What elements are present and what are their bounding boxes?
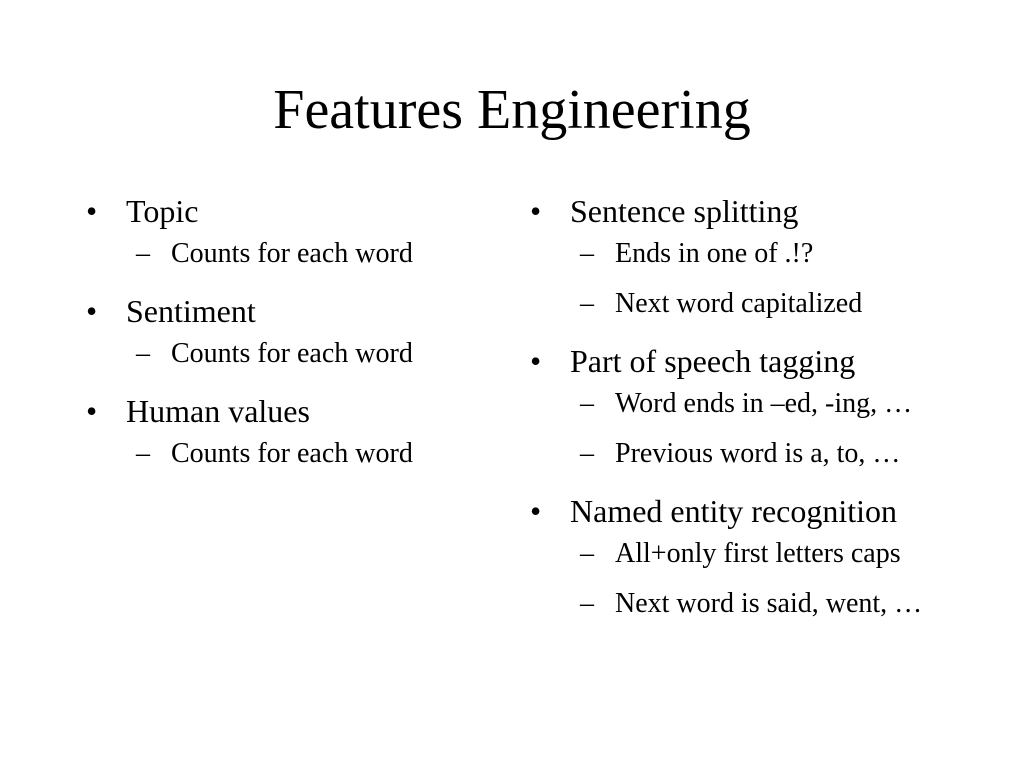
bullet-text: Topic [126,193,199,229]
sub-bullet-text: Next word capitalized [615,288,863,319]
sub-bullet-item [570,436,1010,480]
bullet-item [530,190,1010,330]
sub-bullet-item [570,386,1010,436]
sub-bullet-marker: – [580,438,594,469]
bullet-marker: • [530,343,542,379]
sub-bullet-text: Previous word is a, to, … [615,438,901,469]
sub-bullet-text: All+only first letters caps [615,538,901,569]
bullet-marker: • [86,393,98,429]
sub-bullet-text: Counts for each word [171,238,413,269]
sub-bullet-text: Next word is said, went, … [615,588,923,619]
sub-bullet-text: Ends in one of .!? [615,238,814,269]
sub-bullet-marker: – [136,238,150,269]
sub-bullet-item [126,436,506,480]
sub-bullet-marker: – [580,288,594,319]
sub-bullet-text: Counts for each word [171,438,413,469]
sub-bullet-list [126,436,506,480]
sub-bullet-marker: – [580,588,594,619]
bullet-item [530,490,1010,630]
sub-bullet-list [570,536,1010,630]
sub-bullet-item [570,536,1010,586]
bullet-text: Sentiment [126,293,256,329]
bullet-text: Part of speech tagging [570,343,856,379]
bullet-item [86,290,506,380]
sub-bullet-text: Word ends in –ed, -ing, … [615,388,913,419]
bullet-marker: • [86,293,98,329]
sub-bullet-marker: – [136,438,150,469]
sub-bullet-marker: – [136,338,150,369]
sub-bullet-item [126,336,506,380]
sub-bullet-list [126,336,506,380]
bullet-text: Sentence splitting [570,193,799,229]
sub-bullet-text: Counts for each word [171,338,413,369]
bullet-text: Named entity recognition [570,493,898,529]
right-column [530,190,1010,640]
left-column [86,190,506,490]
sub-bullet-list [570,236,1010,330]
sub-bullet-list [126,236,506,280]
left-bullet-list [86,190,506,480]
slide-title: Features Engineering [273,79,751,141]
sub-bullet-item [570,236,1010,286]
sub-bullet-item [570,286,1010,330]
sub-bullet-marker: – [580,538,594,569]
bullet-marker: • [530,193,542,229]
bullet-item [530,340,1010,480]
bullet-item [86,190,506,280]
sub-bullet-list [570,386,1010,480]
sub-bullet-item [570,586,1010,630]
right-bullet-list [530,190,1010,630]
bullet-marker: • [530,493,542,529]
bullet-text: Human values [126,393,310,429]
sub-bullet-marker: – [580,388,594,419]
bullet-marker: • [86,193,98,229]
sub-bullet-marker: – [580,238,594,269]
bullet-item [86,390,506,480]
sub-bullet-item [126,236,506,280]
